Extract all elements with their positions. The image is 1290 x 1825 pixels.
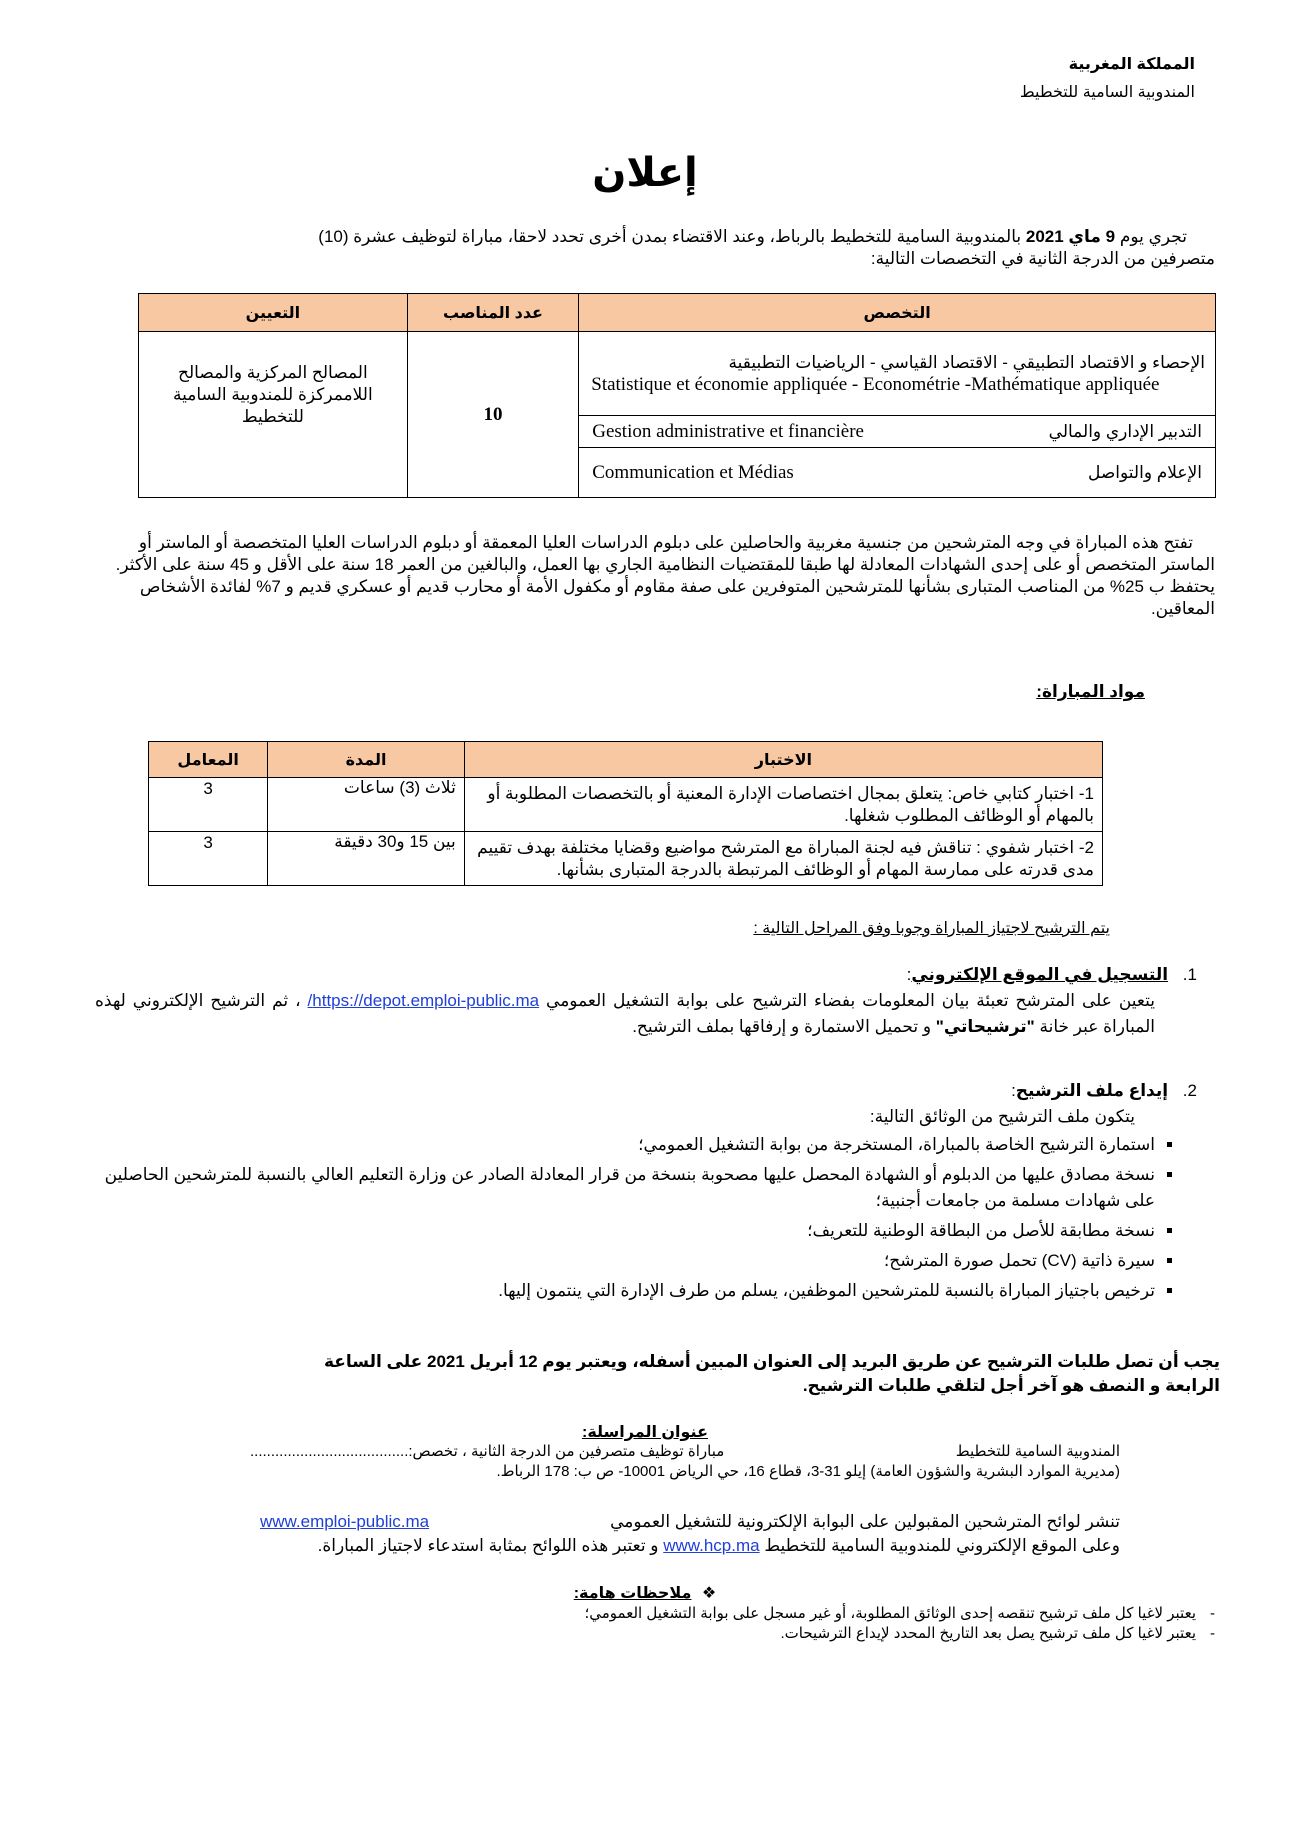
- step-1-section: 1. التسجيل في الموقع الإلكتروني: يتعين على المترشح تعبئة بيان المعلومات بفضاء الترشيح على بوابة التشغيل العمومي https://depot.emploi-public.ma/ ، ثم الترشيح الإلكتروني لهذه المباراة عبر خانة "ترشيحاتي" و تحميل الاستمارة و إرفاقها بملف الترشيح.: [95, 965, 1197, 1036]
- specialty-row-2: التدبير الإداري والمالي Gestion administrative et financière: [579, 416, 1216, 448]
- assignment-cell: المصالح المركزية والمصالح اللاممركزة للمندوبية السامية للتخطيط: [139, 332, 408, 498]
- list-item: ▪ نسخة مصادق عليها من الدبلوم أو الشهادة المحصل عليها مصحوبة بنسخة من قرار المعادلة الصادر عن وزارة التعليم العالي بالنسبة للمترشحين الحاصلين على شهادات مسلمة من جامعات أجنبية؛: [95, 1162, 1155, 1214]
- list-item: ▪ نسخة مطابقة للأصل من البطاقة الوطنية للتعريف؛: [95, 1218, 1155, 1244]
- intro-paragraph: تجري يوم 9 ماي 2021 بالمندوبية السامية للتخطيط بالرباط، وعند الاقتضاء بمدن أخرى تحدد لاحقا، مباراة لتوظيف عشرة (10) متصرفين من الدرجة الثانية في التخصصات التالية:: [318, 227, 1215, 268]
- exam-subjects-title: مواد المباراة:: [1036, 682, 1145, 701]
- header-coefficient: المعامل: [149, 742, 268, 778]
- exam-table: [148, 741, 1103, 886]
- address-title: عنوان المراسلة:: [581, 1424, 709, 1441]
- institution-label: المندوبية السامية للتخطيط: [1019, 84, 1195, 101]
- address-block: المندوبية السامية للتخطيط مباراة توظيف متصرفين من الدرجة الثانية ، تخصص:...................................... (مديرية الموارد البشرية والشؤون العامة) إيلو 31-3، قطاع 16، حي الرياض 10001- ص ب: 178 الرباط.: [250, 1443, 1120, 1480]
- emploi-public-link[interactable]: www.emploi-public.ma: [260, 1512, 430, 1531]
- header-positions: عدد المناصب: [407, 294, 579, 332]
- specialty-row-3: الإعلام والتواصل Communication et Médias: [579, 448, 1216, 498]
- list-item: ▪ استمارة الترشيح الخاصة بالمباراة، المستخرجة من بوابة التشغيل العمومي؛: [95, 1132, 1155, 1158]
- notes-title-wrap: [0, 1583, 1290, 1603]
- address-title-wrap: [0, 1422, 1290, 1442]
- header-test: الاختبار: [464, 742, 1102, 778]
- step-2-section: 2. إيداع ملف الترشيح: يتكون ملف الترشيح من الوثائق التالية: ▪ استمارة الترشيح الخاصة بالمباراة، المستخرجة من بوابة التشغيل العمومي؛ ▪ نسخة مصادق عليها من الدبلوم أو الشهادة المحصل عليها مصحوبة بنسخة من قرار المعادلة الصادر عن وزارة التعليم العالي بالنسبة للمترشحين الحاصلين على شهادات مسلمة من جامعات أجنبية؛ ▪ نسخة مطابقة للأصل من البطاقة الوطنية للتعريف؛ ▪ سيرة ذاتية (CV) تحمل صورة المترشح؛ ▪ ترخيص باجتياز المباراة بالنسبة للمترشحين الموظفين، يسلم من طرف الإدارة التي ينتمون إليها.: [95, 1078, 1215, 1308]
- specialty-row-1: الإحصاء و الاقتصاد التطبيقي - الاقتصاد القياسي - الرياضيات التطبيقية Statistique et économie appliquée - Econométrie -Mathématique appliquée: [579, 332, 1216, 416]
- step-1-title: التسجيل في الموقع الإلكتروني: [911, 965, 1169, 984]
- page-title: إعلان: [592, 151, 698, 195]
- documents-list: [95, 1132, 1215, 1304]
- kingdom-label: المملكة المغربية: [1068, 56, 1195, 73]
- step-2-title: إيداع ملف الترشيح: [1015, 1081, 1169, 1100]
- depot-portal-link[interactable]: https://depot.emploi-public.ma/: [307, 991, 540, 1010]
- header-specialty: التخصص: [579, 294, 1216, 332]
- list-item: -يعتبر لاغيا كل ملف ترشيح يصل بعد التاريخ المحدد لإيداع الترشيحات.: [780, 1625, 1215, 1642]
- list-item: -يعتبر لاغيا كل ملف ترشيح تنقصه إحدى الوثائق المطلوبة، أو غير مسجل على بوابة التشغيل العمومي؛: [584, 1605, 1215, 1622]
- conditions-paragraph: تفتح هذه المباراة في وجه المترشحين من جنسية مغربية والحاصلين على دبلوم الدراسات العليا المعمقة أو دبلوم الدراسات العليا المتخصصة أو الماستر أو الماستر المتخصص أو على إحدى الشهادات المعادلة لها طبقا للمقتضيات النظامية الجاري بها العمل، والبالغين من العمر 18 سنة على الأقل و 45 سنة على الأكثر.: [115, 533, 1215, 574]
- notes-title: ملاحظات هامة:: [573, 1585, 692, 1602]
- header-assignment: التعيين: [139, 294, 408, 332]
- specialties-table: [138, 293, 1216, 498]
- exam-row: 1- اختبار كتابي خاص: يتعلق بمجال اختصاصات الإدارة المعنية أو بالتخصصات المطلوبة أو بالمهام أو الوظائف المطلوب شغلها. ثلاث (3) ساعات 3: [149, 778, 1103, 832]
- publication-block: تنشر لوائح المترشحين المقبولين على البوابة الإلكترونية للتشغيل العمومي www.emploi-public.ma وعلى الموقع الإلكتروني للمندوبية السامية للتخطيط www.hcp.ma و تعتبر هذه اللوائح بمثابة استدعاء لاجتياز المباراة.: [260, 1512, 1120, 1555]
- list-item: ▪ سيرة ذاتية (CV) تحمل صورة المترشح؛: [95, 1248, 1155, 1274]
- positions-count: 10: [407, 332, 579, 498]
- exam-row: 2- اختبار شفوي : تناقش فيه لجنة المباراة مع المترشح مواضيع وقضايا مختلفة بهدف تقييم مدى قدرته على ممارسة المهام أو الوظائف المرتبطة بالدرجة المتبارى بشأنها. بين 15 و30 دقيقة 3: [149, 832, 1103, 886]
- conditions-section: [95, 532, 1215, 620]
- notes-marker-icon: ❖: [701, 1585, 717, 1602]
- deadline-notice: يجب أن تصل طلبات الترشيح عن طريق البريد إلى العنوان المبين أسفله، ويعتبر يوم 12 أبريل 2021 على الساعة الرابعة و النصف هو آخر أجل لتلقي طلبات الترشيح.: [323, 1352, 1220, 1395]
- exam-date: 9 ماي 2021: [1025, 227, 1116, 246]
- list-item: ▪ ترخيص باجتياز المباراة بالنسبة للمترشحين الموظفين، يسلم من طرف الإدارة التي ينتمون إليها.: [95, 1278, 1155, 1304]
- hcp-link[interactable]: www.hcp.ma: [663, 1536, 760, 1555]
- reserved-quota-paragraph: يحتفظ ب 25% من المناصب المتبارى بشأنها للمترشحين المتوفرين على صفة مقاوم أو مكفول الأمة أو محارب قديم أو عسكري قديم و 7% لفائدة الأشخاص المعاقين.: [139, 577, 1215, 618]
- header-duration: المدة: [268, 742, 465, 778]
- steps-intro: يتم الترشيح لاجتياز المباراة وجوبا وفق المراحل التالية :: [753, 920, 1110, 937]
- notes-list: [95, 1604, 1215, 1644]
